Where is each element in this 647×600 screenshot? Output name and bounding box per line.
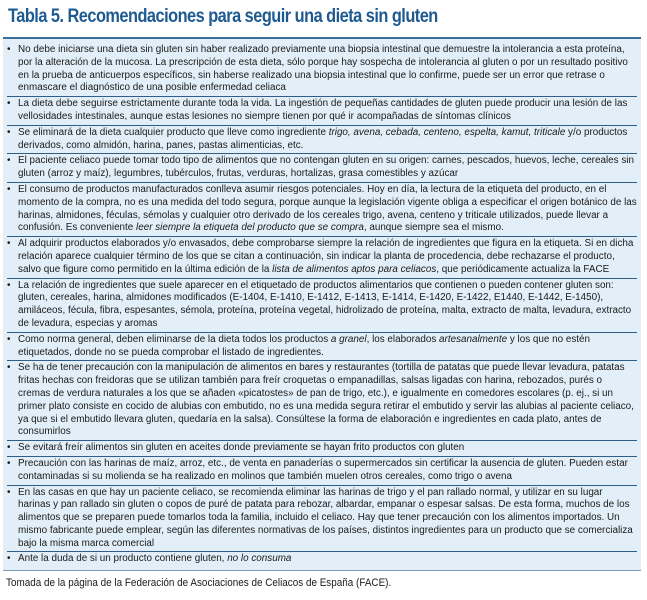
list-item <box>7 441 637 457</box>
list-item <box>7 486 637 553</box>
text-segment: No debe iniciarse una dieta sin gluten sin haber realizado previamente una biopsia intestinal que demuestre la intolerancia a esta proteína, por la alteración de la mucosa. La prescripción de esta dieta, sólo porque hay sospecha de intolerancia al gluten o por un resultado positivo en la prueba de anticuerpos específicos, sin haberse realizado una biopsia intestinal que lo confirme, puede ser un error que retrase o enmascare el diagnóstico de una posible enfermedad celiaca <box>18 44 628 94</box>
text-segment: En las casas en que hay un paciente celiaco, se recomienda eliminar las harinas de trigo y el pan rallado normal, y utilizar en su lugar harinas y pan rallado sin gluten o copos de puré de patata para rebozar, albardar, empanar o espesar salsas. De esta forma, muchos de los alimentos que se preparen puede tomarlos toda la familia, incluido el celiaco. Hay que tener precaución con los alimentos importados. Un mismo fabricante puede emplear, según las diferentes normativas de los países, distintos ingredientes para un producto que se comercializa bajo la misma marca comercial <box>18 486 633 549</box>
list-item-text <box>18 238 637 276</box>
list-item-text <box>18 280 637 331</box>
list-item-text <box>18 487 637 551</box>
text-segment: , aunque siempre sea el mismo. <box>363 222 504 234</box>
list-item <box>7 457 637 486</box>
list-item <box>7 552 637 567</box>
text-segment: Como norma general, deben eliminarse de la dieta todos los productos <box>18 333 331 345</box>
table-title: Tabla 5. Recomendaciones para seguir una dieta sin gluten <box>8 6 438 27</box>
list-item <box>7 126 637 155</box>
list-item <box>7 237 637 278</box>
bullet-icon: • <box>7 279 11 291</box>
text-segment: Se ha de tener precaución con la manipulación de alimentos en bares y restaurantes (tortilla de patatas que puede llevar levadura, patatas fritas hechas con freidoras que se utilizan también para freír croquetas o empanadillas, salsas ligadas con harina, rebozados, purés o cremas de verdura naturales a los que se añaden «picatostes» de pan de trigo, etc.), e igualmente en comedores escolares (p. ej., si un primer plato consiste en cocido de alubias con embutido, no es una medida segura retirar el embutido y servir las alubias al paciente celiaco, ya que si el embutido llevara gluten, quedaría en la salsa). Consúltese la forma de elaboración e ingredientes en cada plato, antes de consumirlos <box>18 362 634 438</box>
bullet-icon: • <box>7 442 11 454</box>
text-segment: El consumo de productos manufacturados conlleva asumir riesgos potenciales. Hoy en día, la lectura de la etiqueta del producto, en el momento de la compra, no es una medida del todo segura, porque aunque la legislación vigente obliga a especificar el origen botánico de las harinas, almidones, féculas, sémolas y cualquier otro derivado de los cereales trigo, avena, centeno y triticale utilizados, puede llevar a confusión. Es conveniente <box>18 183 637 234</box>
italic-text: trigo, avena, cebada, centeno, espelta, kamut, triticale <box>328 126 566 138</box>
text-segment: La relación de ingredientes que suele aparecer en el etiquetado de productos alimentarios que contienen o pueden contener gluten son: gluten, cereales, harina, almidones modificados (E-1404, E-1410, E-1412, E-1413, E-1414, E-1420, E-1422, E1440, E-1442, E-1450), amiláceos, fécula, fibra, espesantes, sémola, proteína, proteína vegetal, hidrolizado de proteína, malta, extracto de malta, levadura, extracto de levadura, especias y aromas <box>18 279 632 329</box>
list-item-text <box>18 127 637 153</box>
italic-text: a granel <box>330 333 367 345</box>
list-item <box>7 279 637 333</box>
list-item <box>7 43 637 97</box>
list-item-text <box>18 553 637 566</box>
text-segment: La dieta debe seguirse estrictamente durante toda la vida. La ingestión de pequeñas cantidades de gluten puede producir una lesión de las vellosidades intestinales, aunque estas lesiones no siempre tienen por qué ir acompañadas de síntomas clínicos <box>18 98 628 122</box>
text-segment: Se evitará freír alimentos sin gluten en aceites donde previamente se hayan frito productos con gluten <box>18 442 465 454</box>
bullet-icon: • <box>7 155 11 167</box>
bullet-icon: • <box>7 486 11 498</box>
italic-text: artesanalmente <box>439 333 508 345</box>
list-item-text <box>18 98 637 124</box>
list-item <box>7 154 637 183</box>
bullet-icon: • <box>7 457 11 469</box>
text-segment: Precaución con las harinas de maíz, arroz, etc., de venta en panaderías o supermercados sin certificar la ausencia de gluten. Pueden estar contaminadas si su molienda se ha realizado en molinos que también muelen otros cereales, como trigo o avena <box>18 457 628 482</box>
bullet-icon: • <box>7 44 11 55</box>
source-note: Tomada de la página de la Federación de Asociaciones de Celiacos de España (FACE). <box>6 577 392 589</box>
text-segment: Al adquirir productos elaborados y/o envasados, debe comprobarse siempre la relación de ingredientes que figura en la etiqueta. Si en dicha relación aparece cualquier término de los que se citan a continuación, sin indicar la planta de procedencia, debe rechazarse el producto, salvo que figure como permitido en la última edición de la <box>18 238 634 275</box>
text-segment: y los que no estén etiquetados, donde no se pueda comprobar el listado de ingredientes. <box>18 333 591 358</box>
list-item-text <box>18 184 637 235</box>
bullet-icon: • <box>7 333 11 345</box>
text-segment: , los elaborados <box>366 333 440 345</box>
text-segment: y/o productos derivados, como almidón, harina, panes, pastas alimenticias, etc. <box>18 126 628 151</box>
bullet-icon: • <box>7 362 11 374</box>
recommendations-list <box>3 37 641 571</box>
bullet-icon: • <box>7 183 11 195</box>
list-item-text <box>18 442 637 455</box>
list-item <box>7 361 637 441</box>
list-item <box>7 333 637 362</box>
list-item <box>7 97 637 126</box>
bullet-icon: • <box>7 126 11 138</box>
list-item-text <box>18 44 637 95</box>
italic-text: lista de alimentos aptos para celiacos <box>272 263 437 275</box>
italic-text: leer siempre la etiqueta del producto que se compra <box>136 222 364 234</box>
list-item-text <box>18 155 637 181</box>
list-item <box>7 183 637 237</box>
bullet-icon: • <box>7 238 11 250</box>
text-segment: , que periódicamente actualiza la FACE <box>436 263 610 275</box>
text-segment: El paciente celiaco puede tomar todo tipo de alimentos que no contengan gluten en su origen: carnes, pescados, huevos, leche, cereales sin gluten (arroz y maíz), legumbres, tubérculos, frutas, verduras, hortalizas, grasa comestibles y azúcar <box>18 155 634 180</box>
text-segment: Se eliminará de la dieta cualquier producto que lleve como ingrediente <box>18 126 329 138</box>
bullet-icon: • <box>7 98 11 110</box>
list-item-text <box>18 362 637 439</box>
italic-text: no lo consuma <box>227 553 292 565</box>
text-segment: Ante la duda de si un producto contiene gluten, <box>18 553 228 565</box>
list-item-text <box>18 458 637 484</box>
list-item-text <box>18 334 637 360</box>
bullet-icon: • <box>7 553 11 565</box>
